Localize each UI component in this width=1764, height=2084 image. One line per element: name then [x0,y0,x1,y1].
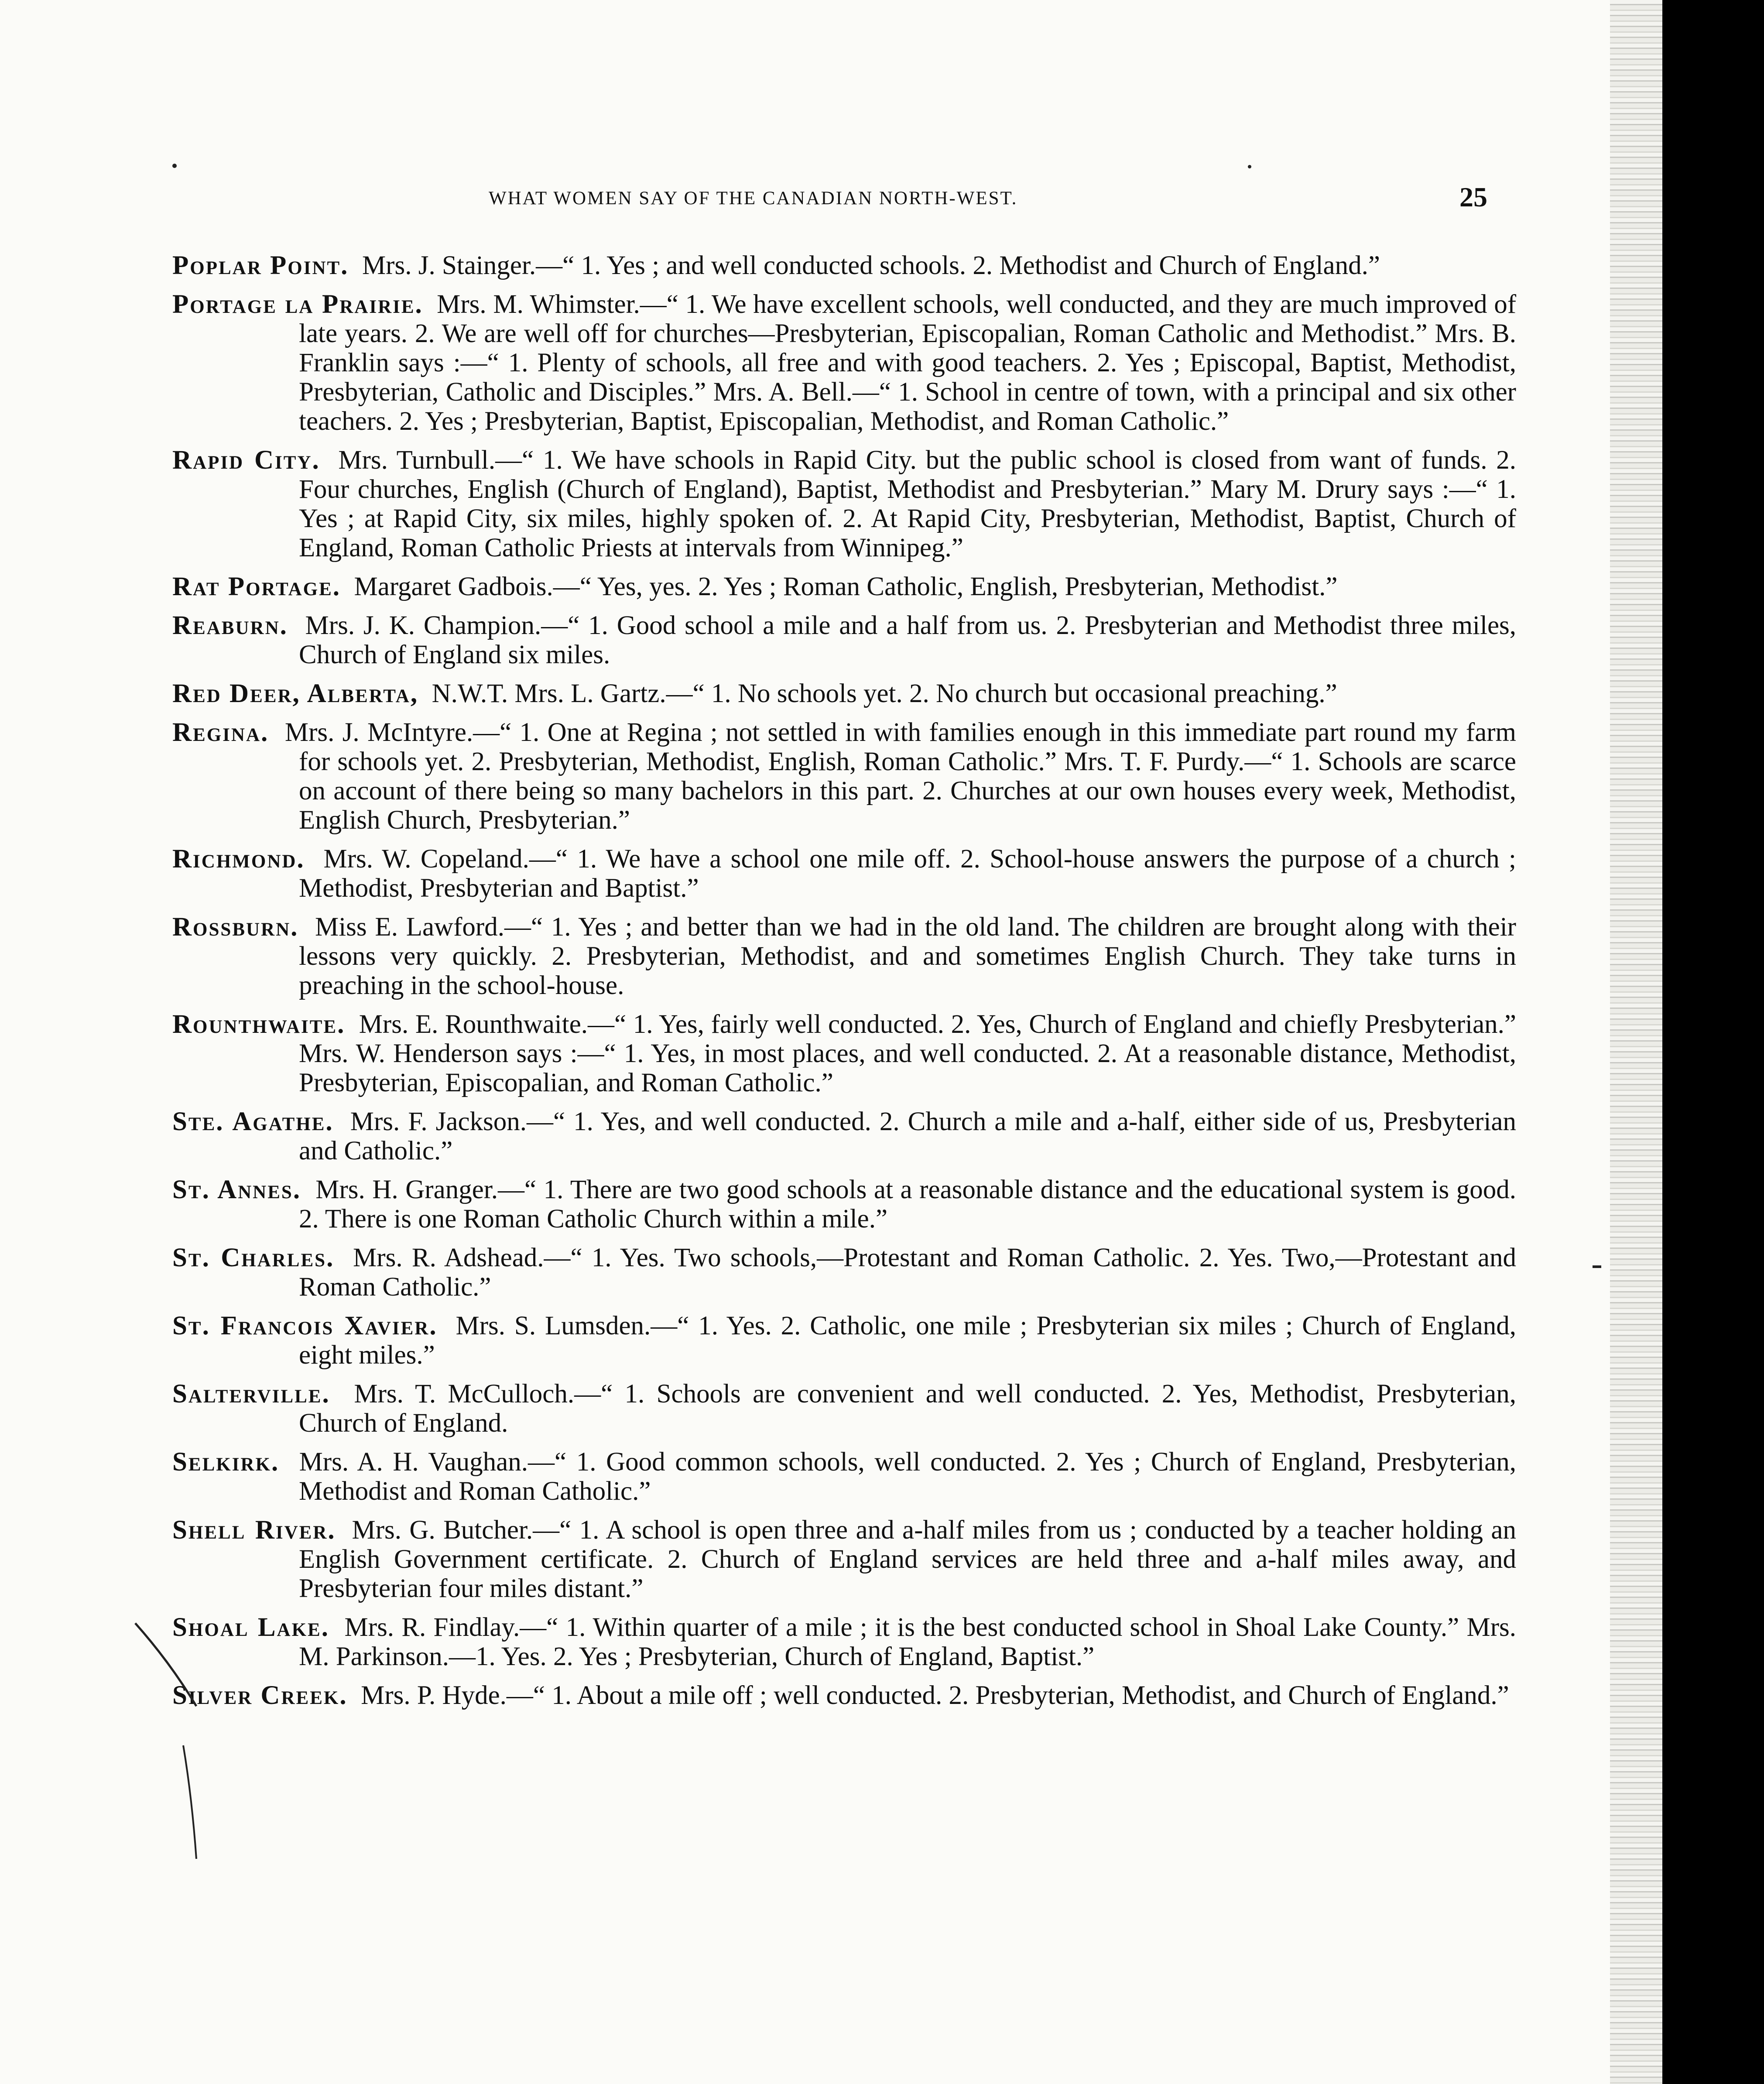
place-name: Regina. [172,718,269,747]
entry [172,1010,1516,1097]
margin-pencil-marks [131,1614,201,1876]
entry [172,1243,1516,1302]
place-name: St. Annes. [172,1175,301,1204]
entry [172,1515,1516,1603]
place-name: Shell River. [172,1515,336,1545]
entry [172,1447,1516,1506]
page-edge [1610,0,1662,2084]
entry-text: Mrs. W. Copeland.—“ 1. We have a school one mile off. 2. School-house answers the purpose of a church ; Methodist, Presbyterian and Baptist.” [299,844,1516,903]
entry-text: Miss E. Lawford.—“ 1. Yes ; and better than we had in the old land. The children are brought along with their lessons very quickly. 2. Presbyterian, Methodist, and and sometimes English Church. They take turns in preaching in the school-house. [299,912,1516,1000]
page-number: 25 [1459,182,1487,213]
scan-speck [1248,165,1251,168]
entry-text: Mrs. P. Hyde.—“ 1. About a mile off ; well conducted. 2. Presbyterian, Methodist, and Church of England.” [361,1681,1509,1710]
entry [172,1681,1516,1710]
entry [172,679,1516,708]
entry [172,912,1516,1000]
entry [172,1613,1516,1671]
place-name: Rossburn. [172,912,299,942]
entry-text: Mrs. R. Findlay.—“ 1. Within quarter of a mile ; it is the best conducted school in Shoal Lake County.” Mrs. M. Parkinson.—1. Yes. 2. Yes ; Presbyterian, Church of England, Baptist.” [299,1613,1517,1671]
entry [172,446,1516,562]
entry-text: Mrs. R. Adshead.—“ 1. Yes. Two schools,—Protestant and Roman Catholic. 2. Yes. Two,—Protestant and Roman Catholic.” [299,1243,1516,1302]
place-name: Shoal Lake. [172,1613,329,1642]
entry [172,572,1516,601]
entry [172,1175,1516,1234]
place-name: Richmond. [172,844,305,874]
entry-text: Mrs. S. Lumsden.—“ 1. Yes. 2. Catholic, one mile ; Presbyterian six miles ; Church of England, eight miles.” [299,1311,1516,1370]
place-name: Poplar Point. [172,251,349,280]
entry [172,251,1516,280]
entry-text: Mrs. G. Butcher.—“ 1. A school is open three and a-half miles from us ; conducted by a teacher holding an English Government certificate. 2. Church of England services are held three and a-half miles away, and Presbyterian four miles distant.” [299,1515,1516,1603]
entry [172,1107,1516,1165]
entry-text: Mrs. J. Stainger.—“ 1. Yes ; and well conducted schools. 2. Methodist and Church of England.” [362,251,1380,280]
entry-text: Mrs. M. Whimster.—“ 1. We have excellent schools, well conducted, and they are much improved of late years. 2. We are well off for churches—Presbyterian, Episcopalian, Roman Catholic and Methodist.” Mrs. B. Franklin says :—“ 1. Plenty of schools, all free and with good teachers. 2. Yes ; Episcopal, Baptist, Methodist, Presbyterian, Catholic and Disciples.” Mrs. A. Bell.—“ 1. School in centre of town, with a principal and six other teachers. 2. Yes ; Presbyterian, Baptist, Episcopalian, Methodist, and Roman Catholic.” [299,290,1517,436]
place-name: Reaburn. [172,611,288,640]
scan-speck [172,164,177,168]
place-name: Rat Portage. [172,572,341,601]
entry-text: Mrs. H. Granger.—“ 1. There are two good schools at a reasonable distance and the educational system is good. 2. There is one Roman Catholic Church within a mile.” [299,1175,1517,1234]
entry-text: Mrs. E. Rounthwaite.—“ 1. Yes, fairly well conducted. 2. Yes, Church of England and chiefly Presbyterian.” Mrs. W. Henderson says :—“ 1. Yes, in most places, and well conducted. 2. At a reasonable distance, Methodist, Presbyterian, Episcopalian, and Roman Catholic.” [299,1010,1516,1097]
entry [172,1379,1516,1438]
entry-text: N.W.T. Mrs. L. Gartz.—“ 1. No schools yet. 2. No church but occasional preaching.” [432,679,1337,708]
entry-text: Mrs. Turnbull.—“ 1. We have schools in Rapid City. but the public school is closed from want of funds. 2. Four churches, English (Church of England), Baptist, Methodist and Presbyterian.” Mary M. Drury says :—“ 1. Yes ; at Rapid City, six miles, highly spoken of. 2. At Rapid City, Presbyterian, Methodist, Baptist, Church of England, Roman Catholic Priests at intervals from Winnipeg.” [299,446,1516,562]
entry-text: Mrs. A. H. Vaughan.—“ 1. Good common schools, well conducted. 2. Yes ; Church of England, Presbyterian, Methodist and Roman Catholic.” [299,1447,1516,1506]
place-name: Salterville. [172,1379,330,1409]
place-name: St. Francois Xavier. [172,1311,438,1340]
place-name: Selkirk. [172,1447,280,1477]
running-title: WHAT WOMEN SAY OF THE CANADIAN NORTH-WEST. [489,188,1018,209]
place-name: Silver Creek. [172,1681,348,1710]
entry [172,611,1516,669]
entry-text: Mrs. J. McIntyre.—“ 1. One at Regina ; not settled in with families enough in this immediate part round my farm for schools yet. 2. Presbyterian, Methodist, English, Roman Catholic.” Mrs. T. F. Purdy.—“ 1. Schools are scarce on account of there being so many bachelors in this part. 2. Churches at our own houses every week, Methodist, English Church, Presbyterian.” [284,718,1516,835]
entry-text: Margaret Gadbois.—“ Yes, yes. 2. Yes ; Roman Catholic, English, Presbyterian, Methodist.” [354,572,1338,601]
entry [172,844,1516,903]
entry-text: Mrs. F. Jackson.—“ 1. Yes, and well conducted. 2. Church a mile and a-half, either side of us, Presbyterian and Catholic.” [299,1107,1517,1165]
place-name: Portage la Prairie. [172,290,423,319]
scan-speck [1593,1265,1601,1268]
entry [172,1311,1516,1370]
entry [172,290,1516,436]
entry-text: Mrs. J. K. Champion.—“ 1. Good school a mile and a half from us. 2. Presbyterian and Methodist three miles, Church of England six miles. [299,611,1517,669]
place-name: Rounthwaite. [172,1010,346,1039]
place-name: Rapid City. [172,446,320,475]
place-name: St. Charles. [172,1243,335,1272]
entry [172,718,1516,835]
place-name: Red Deer, Alberta, [172,679,419,708]
entry-text: Mrs. T. McCulloch.—“ 1. Schools are convenient and well conducted. 2. Yes, Methodist, Presbyterian, Church of England. [299,1379,1517,1438]
place-name: Ste. Agathe. [172,1107,334,1136]
entry-list [172,251,1516,1720]
